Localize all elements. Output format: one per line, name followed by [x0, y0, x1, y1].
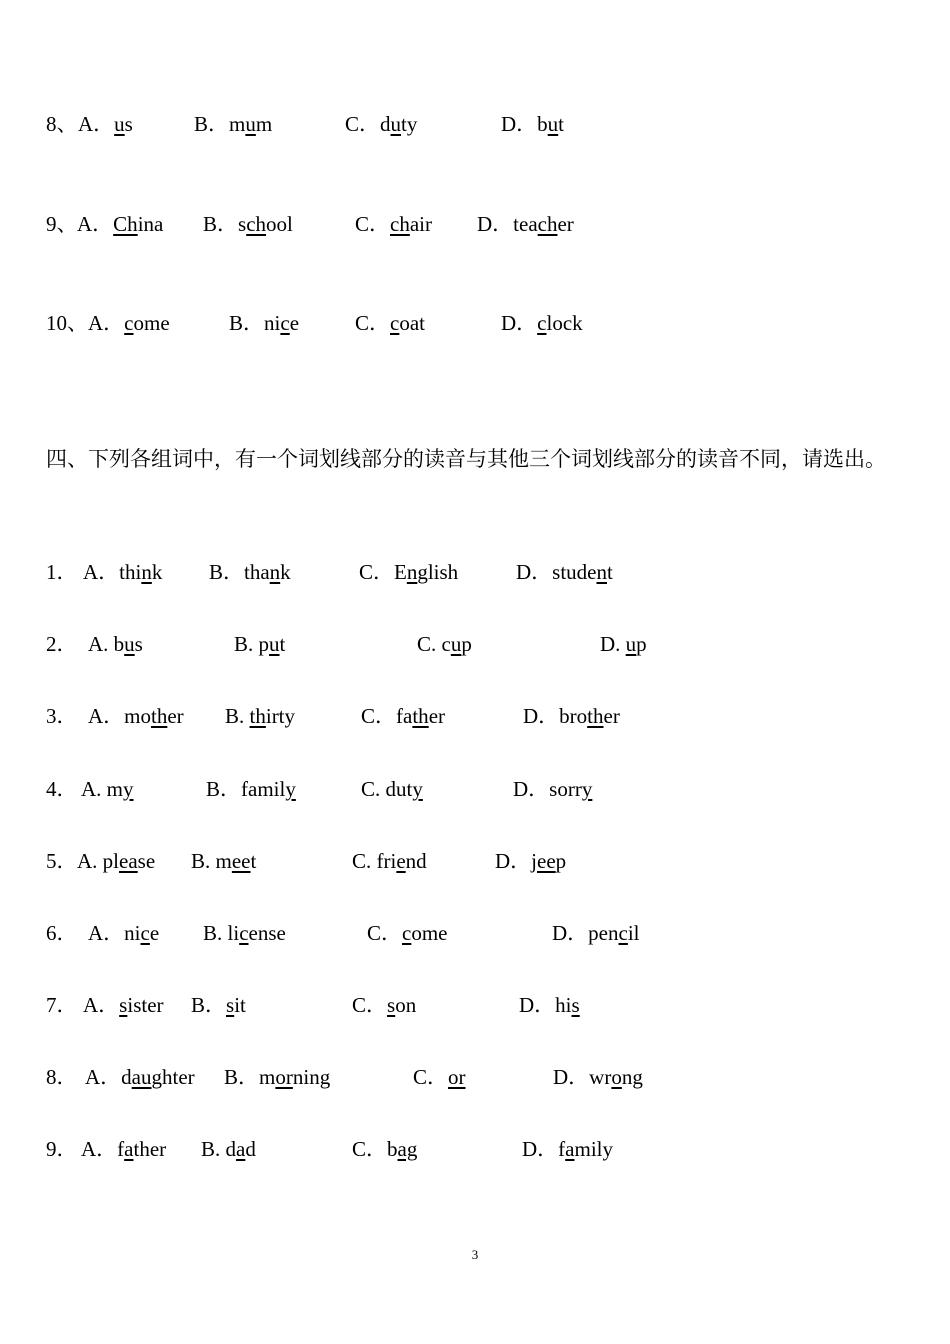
- option-b: B．school: [203, 212, 293, 236]
- section-heading: 四、下列各组词中，有一个词划线部分的读音与其他三个词划线部分的读音不同，请选出。: [46, 447, 886, 471]
- option-c: C. friend: [352, 849, 427, 873]
- option-d: D．but: [501, 112, 565, 136]
- question-number: 10、: [46, 311, 88, 335]
- option-b: B．thank: [209, 560, 291, 584]
- option-a: A．father: [81, 1137, 167, 1161]
- question-number: 3．: [46, 704, 78, 728]
- option-b: B. meet: [191, 849, 257, 873]
- option-c: C．English: [359, 560, 459, 584]
- option-c: C．father: [361, 704, 446, 728]
- option-d: D．teacher: [477, 212, 574, 236]
- option-b: B．family: [206, 777, 296, 801]
- question-number: 1．: [46, 560, 78, 584]
- option-c: C．duty: [345, 112, 418, 136]
- option-d: D．clock: [501, 311, 583, 335]
- option-b: B．mum: [194, 112, 273, 136]
- question-number: 9．: [46, 1137, 78, 1161]
- option-b: B．nice: [229, 311, 300, 335]
- option-a: A．think: [83, 560, 163, 584]
- question-number: 6．: [46, 921, 78, 945]
- option-a: A．daughter: [85, 1065, 195, 1089]
- question-number: 4．: [46, 777, 78, 801]
- option-c: C．or: [413, 1065, 466, 1089]
- option-b: B. dad: [201, 1137, 256, 1161]
- question-number: 8．: [46, 1065, 78, 1089]
- option-c: C．son: [352, 993, 417, 1017]
- option-d: D．wrong: [553, 1065, 643, 1089]
- option-b: B. thirty: [225, 704, 296, 728]
- option-a: A．come: [88, 311, 170, 335]
- option-a: A．mother: [88, 704, 184, 728]
- question-number: 7．: [46, 993, 78, 1017]
- option-b: B. license: [203, 921, 286, 945]
- option-d: D．his: [519, 993, 580, 1017]
- option-d: D．student: [516, 560, 613, 584]
- option-d: D．brother: [523, 704, 620, 728]
- option-d: D．jeep: [495, 849, 567, 873]
- option-a: A. bus: [88, 632, 143, 656]
- option-c: C．chair: [355, 212, 432, 236]
- question-number: 5．: [46, 849, 78, 873]
- option-a: A. my: [81, 777, 134, 801]
- option-b: B. put: [234, 632, 286, 656]
- option-d: D. up: [600, 632, 647, 656]
- option-c: C. cup: [417, 632, 472, 656]
- option-a: A. please: [77, 849, 156, 873]
- option-a: A．sister: [83, 993, 164, 1017]
- option-b: B．sit: [191, 993, 246, 1017]
- option-c: C．coat: [355, 311, 425, 335]
- option-b: B．morning: [224, 1065, 331, 1089]
- option-c: C. duty: [361, 777, 423, 801]
- option-a: A．nice: [88, 921, 160, 945]
- question-number: 2．: [46, 632, 78, 656]
- option-d: D．sorry: [513, 777, 593, 801]
- page-number: 3: [471, 1247, 479, 1262]
- question-number: 8、: [46, 112, 78, 136]
- option-d: D．pencil: [552, 921, 640, 945]
- option-d: D．family: [522, 1137, 614, 1161]
- question-number: 9、: [46, 212, 78, 236]
- option-a: A．us: [78, 112, 133, 136]
- option-c: C．come: [367, 921, 448, 945]
- option-a: A．China: [77, 212, 164, 236]
- option-c: C．bag: [352, 1137, 418, 1161]
